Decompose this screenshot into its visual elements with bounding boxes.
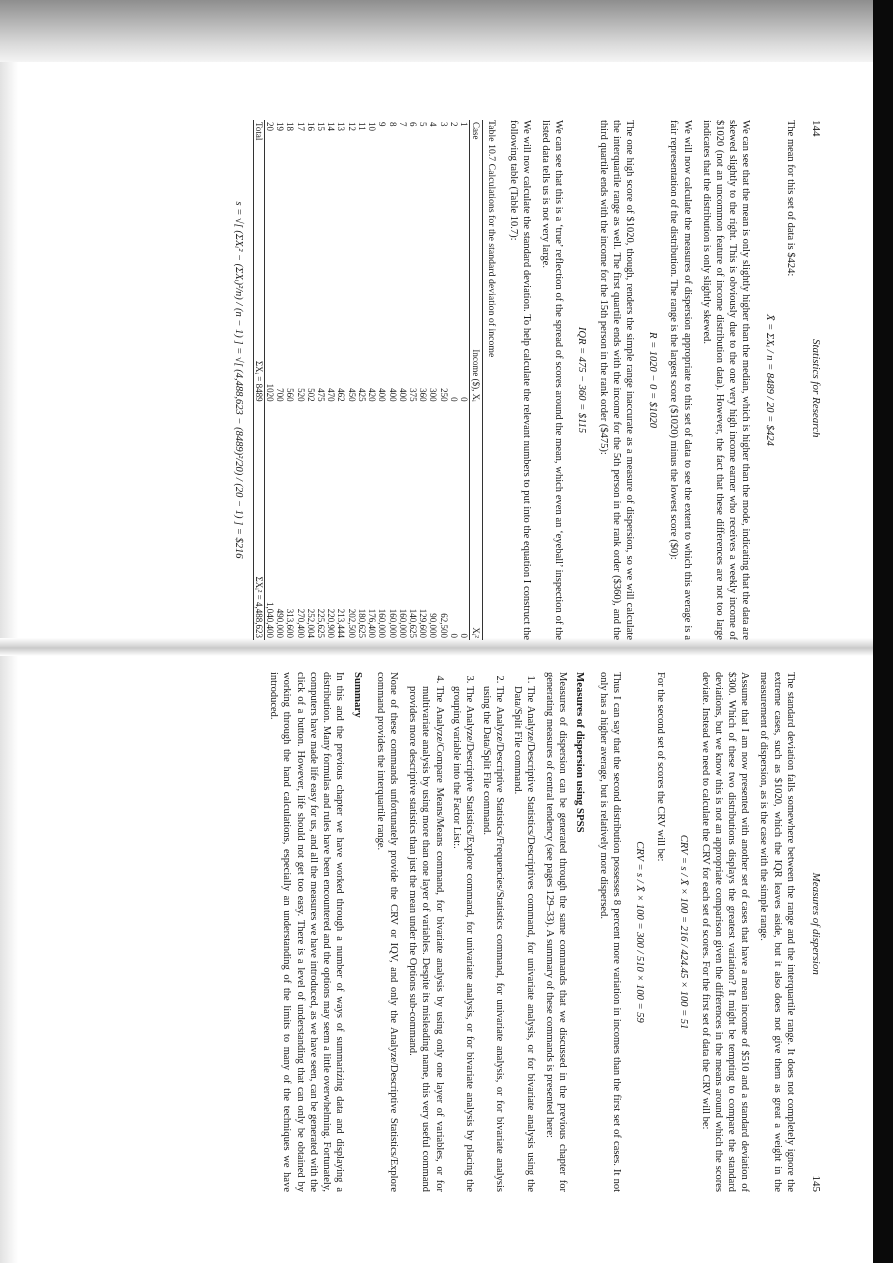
table-cell: 14 [326,122,337,131]
table-cell: 560 [285,388,296,402]
crv-equation: CRV = s / X̄ × 100 = 216 / 424.45 × 100 = 51 [678,834,690,1030]
table-cell: 400 [377,388,388,402]
paragraph: Measures of dispersion can be generated through the same commands that we discussed in the previous chapter for generating measures of central tendency (see pages 129–33). A summary of these commands is presented here: [543,672,569,1192]
book-spine-gutter [0,638,873,656]
table-cell: 225,625 [316,608,327,638]
column-header: Income ($), Xᵢ [469,201,482,404]
list-item: 3. The Analyze/Descriptive Statistics/Explore command, for univariate analysis, or for bivariate analysis by placing the grouping variable into the Factor List:. [450,686,476,1192]
paragraph: None of these commands unfortunately provide the CRV or IQV, and only the Analyze/Descriptive Statistics/Explore command provides the interquartile range. [374,672,399,1192]
table-cell: 160,000 [397,608,408,638]
table-cell: 420 [367,388,378,402]
table-cell: 475 [316,388,327,402]
table-cell: 8 [387,122,398,127]
paragraph: For the second set of scores the CRV will be: [655,672,667,862]
table-row [295,120,305,640]
left-page [22,120,822,640]
table-cell: 90,000 [428,613,439,638]
table-cell: 18 [285,122,296,131]
table-cell: 360 [418,388,429,402]
table-cell: 16 [305,122,316,131]
table-row [357,120,367,640]
page-header [809,120,822,640]
list-item: 2. The Analyze/Descriptive Statistics/Frequencies/Statistics command, for univariate analysis, or for bivariate analysis using the Data/Split File command. [480,686,506,1192]
paragraph: The mean for this set of data is $424: [784,120,796,277]
table-cell: 520 [295,388,306,402]
table-cell: 300 [428,388,439,402]
income-table [253,120,483,640]
mean-equation: X̄ = ΣXᵢ / n = 8489 / 20 = $424 [763,314,775,446]
command-list [406,672,537,1192]
table-row [275,120,285,640]
table-cell: 0 [458,633,469,638]
table-row [438,120,448,640]
table-cell: 220,900 [326,608,337,638]
table-cell: 15 [316,122,327,131]
table-cell: 62,500 [438,613,449,638]
table-total-row [253,120,264,640]
paragraph: Thus I can say that the second distribution possesses 8 percent more variation in incomes than the first set of cases. It not only has a higher average, but is relatively more dispersed. [597,672,622,1192]
table-cell: 502 [305,388,316,402]
page-header [809,672,822,1192]
range-equation: R = 1020 − 0 = $1020 [647,332,659,428]
table-row [387,120,397,640]
table-cell: 140,625 [407,608,418,638]
table-cell: 400 [397,388,408,402]
table-cell: 180,625 [356,608,367,638]
table-row [316,120,326,640]
table-cell: 1020 [265,383,276,402]
table-cell: 375 [407,388,418,402]
running-title: Measures of dispersion [810,872,822,975]
right-page [22,672,822,1192]
column-header: Xᵢ² [469,404,482,640]
paragraph: We will now calculate the measures of dispersion appropriate to this set of data to see the extent to which this average is a fair representation of the distribution. The range is the largest score ($1020) minus the lowest score ($0): [668,120,693,640]
sd-equation: s = √[ (ΣXᵢ² − (ΣXᵢ)²/n) / (n − 1) ] = √[ (4,488,623 − (8489)²/20) / (20 − 1) ] = $216 [232,201,244,559]
scan-top-shadow [0,0,893,62]
table-row [347,120,357,640]
table-row [449,120,459,640]
iqr-equation: IQR = 475 − 360 = $115 [576,326,588,434]
table-cell: 4 [428,122,439,127]
table-cell: 7 [397,122,408,127]
table-cell: 462 [336,388,347,402]
table-cell: 1,040,400 [265,602,276,638]
table-row [428,120,438,640]
table-row [408,120,418,640]
table-cell: 470 [326,388,337,402]
table-cell: 160,000 [387,608,398,638]
table-caption: Table 10.7 Calculations for the standard deviation of income [486,120,498,358]
table-cell: 450 [346,388,357,402]
page-number: 145 [810,1175,822,1192]
table-row [398,120,408,640]
table-cell: 213,444 [336,608,347,638]
table-row [285,120,295,640]
table-row [336,120,346,640]
table-cell: 270,400 [295,608,306,638]
table-cell: 490,000 [275,608,286,638]
table-row [306,120,316,640]
paragraph: We will now calculate the standard deviation. To help calculate the relevant numbers to put into the equation I construct the following table (Table 10.7): [507,120,532,640]
table-row [377,120,387,640]
table-cell: 11 [356,122,367,131]
table-cell: ΣXᵢ = 8489 [253,201,264,404]
paragraph: The one high score of $1020, though, renders the simple range inaccurate as a measure of dispersion, so we will calculate the interquartile range as well. The first quartile ends with the income for the 5th person in the rank order ($360), and the third quartile ends with the income for the 15th person in the rank order ($475): [597,120,635,640]
scan-left-margin [0,62,18,1263]
table-cell: 160,000 [377,608,388,638]
section-heading: Summary [351,672,364,718]
table-cell: 129,600 [418,608,429,638]
table-cell: 20 [265,122,276,131]
table-cell: 5 [418,122,429,127]
table-cell: 6 [407,122,418,127]
paragraph: We can see that this is a ‘true’ reflection of the spread of scores around the mean, which even an ‘eyeball’ inspection of the listed data tells us is not very large. [539,120,565,640]
table-row [459,120,470,640]
table-cell: 17 [295,122,306,131]
table-cell: 400 [387,388,398,402]
table-cell: 9 [377,122,388,127]
table-cell: 252,004 [305,608,316,638]
table-cell: 0 [448,397,459,402]
page-number: 144 [810,120,822,137]
paragraph: Assume that I am now presented with another set of cases that have a mean income of $510 and a standard deviation of $300. Which of these two distributions displays the greatest variation? It might be tempting to compare the standard deviations, but we know this is not an appropriate comparison given the differences in the means around which the scores deviate. Instead we need to calculate the CRV for each set of scores. For the first set of data the CRV will be: [699,672,751,1192]
table-cell: 0 [458,397,469,402]
paragraph: We can see that the mean is only slightly higher than the median, which is higher than the mode, indicating that the data are skewed slightly to the right. This is obviously due to the one very high income earner who receives a weekly income of $1020 (not an uncommon feature of income distribution data). However, the fact that these differences are not too large indicates that the distribution is only slightly skewed. [700,120,752,640]
section-heading: Measures of dispersion using SPSS [574,672,587,833]
table-row [264,120,275,640]
table-cell: 13 [336,122,347,131]
table-cell: 313,600 [285,608,296,638]
table-cell: 425 [356,388,367,402]
scan-edge-strip [873,0,893,1263]
table-cell: ΣXᵢ² = 4,488,623 [253,404,264,640]
table-cell: 0 [448,633,459,638]
table-cell: 10 [367,122,378,131]
table-cell: 19 [275,122,286,131]
paragraph: The standard deviation falls somewhere between the range and the interquartile range. It does not completely ignore the extreme cases, such as $1020, which the IQR leaves aside, but it also does not give them as great a weight in the measurement of dispersion, as is the case with the simple range. [758,672,796,1192]
column-header: Case [469,120,482,201]
table-row [326,120,336,640]
crv-equation: CRV = s / X̄ × 100 = 300 / 510 × 100 = 59 [633,841,645,1023]
table-row [418,120,428,640]
table-cell: 2 [448,122,459,127]
table-cell: 700 [275,388,286,402]
table-cell: 202,500 [346,608,357,638]
table-cell: 176,400 [367,608,378,638]
table-cell: 1 [458,122,469,127]
paragraph: In this and the previous chapter we have worked through a number of ways of summarizing data and displaying a distribution. Many formulas and rules have been encountered and the options may seem a little overwhelming. Fortunately, computers have made life easy for us, and all the measures we have introduced, as we have seen, can be generated with the click of a button. However, life should not get too easy. There is a level of understanding that can only be obtained by working through the hand calculations, especially an understanding of the limits to many of the techniques we have introduced. [268,672,346,1192]
table-row [367,120,377,640]
list-item: 4. The Analyze/Compare Means/Means command, for bivariate analysis by using only one layer of variables, or for multivariate analysis by using more than one layer of variables. Despite its misleading name, this very useful command provides more descriptive statistics than just the mean under the Options sub-command. [406,686,446,1192]
table-cell: 3 [438,122,449,127]
list-item: 1. The Analyze/Descriptive Statistics/Descriptives command, for univariate analysis, or for bivariate analysis using the Data/Split File command. [510,686,536,1192]
table-cell: 12 [346,122,357,131]
table-cell: 250 [438,388,449,402]
running-title: Statistics for Research [810,338,822,438]
table-cell: Total [253,120,264,201]
